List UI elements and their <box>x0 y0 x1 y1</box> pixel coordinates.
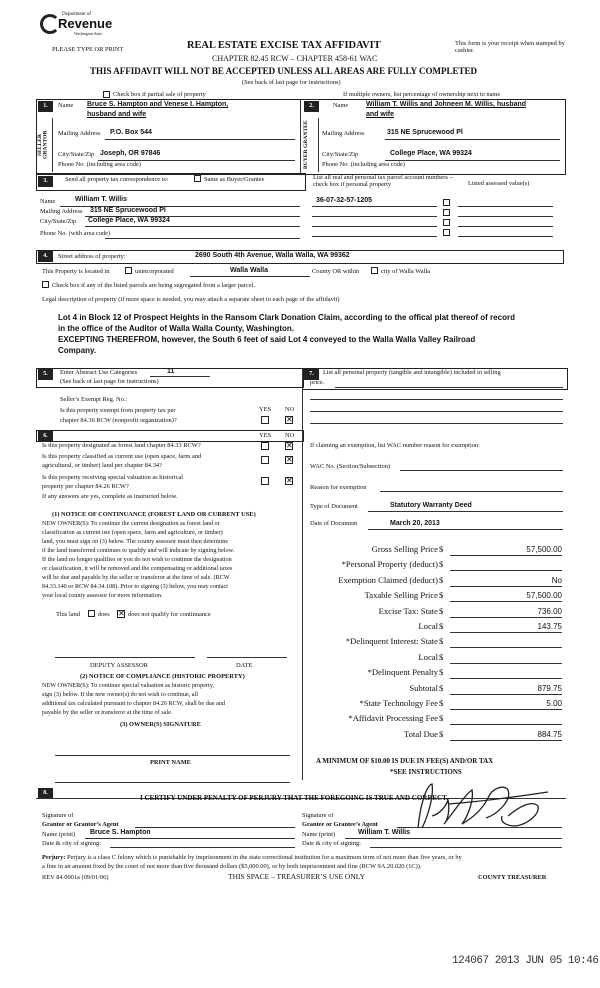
fee-underline <box>450 663 562 664</box>
buyer-mail-label: Mailing Address <box>322 130 365 137</box>
reason-exemption-label: Reason for exemption <box>310 484 367 491</box>
yes-header-5: YES <box>259 406 272 413</box>
fee-currency: $ <box>439 621 444 631</box>
fee-underline <box>450 709 562 710</box>
grantor-sig-label: Signature of <box>42 812 74 819</box>
notice-line: sign (3) below. If the new owner(s) do not wish to continue, all <box>42 691 198 698</box>
seller-name-line2[interactable]: husband and wife <box>87 111 147 118</box>
grantee-signature <box>388 776 568 838</box>
fee-label: Subtotal <box>409 682 438 693</box>
doc-date-label: Date of Document <box>310 520 358 527</box>
street-address[interactable]: 2690 South 4th Avenue, Walla Walla, WA 99362 <box>195 252 350 259</box>
fee-label: Excise Tax: State <box>378 605 438 616</box>
unincorporated-label: unincorporated <box>135 268 174 275</box>
grantor-agent-label: Grantor or Grantor’s Agent <box>42 821 119 828</box>
tax-city-label: City/State/Zip <box>40 218 77 225</box>
parcel-number[interactable]: 36-07-32-57-1205 <box>316 197 373 204</box>
fee-currency: $ <box>439 728 444 739</box>
grantee-sig-label: Signature of <box>302 812 334 819</box>
notice-1-title: (1) NOTICE OF CONTINUANCE (FOREST LAND OR CURRENT USE) <box>52 511 256 518</box>
notice-line: classification as current use (open space, farm and agriculture, or timber) <box>42 529 223 536</box>
located-in-label: This Property is located in <box>42 268 110 275</box>
legal-desc-line2[interactable]: in the office of the Auditor of Walla Walla County, Washington. <box>58 324 294 333</box>
fee-value[interactable]: 5.00 <box>546 699 562 708</box>
current-use-question-1: Is this property classified as current use (open space, farm and <box>42 453 202 460</box>
fee-underline <box>450 678 562 679</box>
fee-underline <box>450 586 562 587</box>
exempt-yes-checkbox[interactable] <box>261 416 269 424</box>
section-2-number: 2. <box>304 101 319 112</box>
no-header-5: NO <box>285 406 295 413</box>
historic-yes-checkbox[interactable] <box>261 477 269 485</box>
county-treasurer-label: COUNTY TREASURER <box>478 874 547 881</box>
form-title: REAL ESTATE EXCISE TAX AFFIDAVIT <box>187 40 381 51</box>
no-header-6: NO <box>285 432 295 439</box>
send-correspondence-label: Send all property tax correspondence to: <box>65 176 169 183</box>
buyer-name-label: Name <box>333 102 349 109</box>
seller-name-label: Name <box>58 102 74 109</box>
fee-value[interactable]: 57,500.00 <box>526 591 562 601</box>
seller-mail[interactable]: P.O. Box 544 <box>110 129 152 136</box>
buyer-city-label: City/State/Zip <box>322 151 359 158</box>
personal-property-label: List all personal property (tangible and intangible) included in selling <box>323 369 501 376</box>
notice-line: If the land no longer qualifies or you do not wish to continue the designation <box>42 556 232 563</box>
notice-line: NEW OWNER(S): To continue special valuation as historic property, <box>42 682 214 689</box>
fee-currency: $ <box>439 605 444 616</box>
form-chapter: CHAPTER 82.45 RCW – CHAPTER 458-61 WAC <box>212 54 378 63</box>
same-as-buyer-label: Same as Buyer/Grantee <box>204 176 265 183</box>
price-label: price. <box>310 379 325 386</box>
fee-label: *Personal Property (deduct) <box>341 559 438 570</box>
notice-line: or classification, it will be removed and the compensating or additional taxes <box>42 565 233 572</box>
notice-line: additional tax calculated pursuant to chapter 84.26 RCW, shall be due and <box>42 700 226 707</box>
section-6-number: 6. <box>38 431 53 442</box>
fee-currency: $ <box>439 559 444 570</box>
fee-label: *Delinquent Penalty <box>367 667 438 678</box>
notice-line: NEW OWNER(S): To continue the current designation as forest land or <box>42 520 220 527</box>
forest-no-checkbox[interactable]: ✕ <box>286 441 293 450</box>
does-not-qualify-checkbox[interactable]: ✕ <box>118 609 125 618</box>
notice-line: if the land transferred continues to qualify and will indicate by signing below. <box>42 547 235 554</box>
tax-mail[interactable]: 315 NE Sprucewood Pl <box>90 207 166 214</box>
legal-desc-line4[interactable]: Company. <box>58 346 97 355</box>
county-or-label: County OR within <box>312 268 360 275</box>
fee-currency: $ <box>439 713 444 724</box>
segregated-checkbox[interactable] <box>42 281 49 288</box>
doc-type-label: Type of Document <box>310 503 358 510</box>
fee-currency: $ <box>439 590 444 601</box>
logo-sub: Washington State <box>74 31 103 36</box>
minimum-due-note: A MINIMUM OF $10.00 IS DUE IN FEE(S) AND/OR TAX <box>316 757 494 765</box>
seller-phone-label: Phone No. (including area code) <box>58 161 141 168</box>
notice-line: land, you must sign on (3) below. The county assessor must then determine <box>42 538 229 545</box>
fee-currency: $ <box>439 651 444 662</box>
partial-sale-label: Check box if partial sale of property <box>113 91 206 98</box>
section-3-number: 3. <box>38 176 53 187</box>
parcel-list-label: List all real and personal tax parcel account numbers – check box if personal property <box>313 174 453 189</box>
tax-name[interactable]: William T. Willis <box>75 196 127 203</box>
see-back-note: (See back of last page for instructions) <box>242 79 341 86</box>
fee-underline <box>450 632 562 633</box>
receipt-note: This form is your receipt when stamped by cashier. <box>455 40 565 55</box>
notice-2-title: (2) NOTICE OF COMPLIANCE (HISTORIC PROPERTY) <box>80 673 245 680</box>
print-name-label: PRINT NAME <box>150 759 191 766</box>
legal-desc-line1[interactable]: Lot 4 in Block 12 of Prospect Heights in the Ransom Clark Donation Claim, according to the offical plat thereof of record <box>58 313 515 322</box>
forest-land-question: Is this property designated as forest land chapter 84.33 RCW? <box>42 442 201 449</box>
grantee-print-name[interactable]: William T. Willis <box>358 829 410 836</box>
does-qualify-checkbox[interactable] <box>88 610 95 617</box>
fee-value[interactable]: 143.75 <box>537 622 562 631</box>
date-label: DATE <box>236 662 253 669</box>
revision-number: REV 84 0001a (09/01/06) <box>42 874 109 881</box>
legal-desc-line3[interactable]: EXCEPTING THEREFROM, however, the South 6 feet of said Lot 4 conveyed to the Walla Walla Valley Railroad <box>58 335 476 344</box>
logo-mark-icon <box>40 14 60 34</box>
exempt-no-checkbox[interactable]: ✕ <box>286 415 293 424</box>
buyer-city[interactable]: College Place, WA 99324 <box>390 150 472 157</box>
notice-line: payable by the seller or transferor at the time of sale. <box>42 709 173 716</box>
fee-label: Total Due <box>403 728 438 739</box>
notice-line: will be due and payable by the seller or transferor at the time of sale. (RCW <box>42 574 230 581</box>
fee-underline <box>450 617 562 618</box>
buyer-name-line2[interactable]: and wife <box>366 111 395 118</box>
buyer-phone-label: Phone No. (including area code) <box>322 161 405 168</box>
fee-value[interactable]: 879.75 <box>537 683 562 693</box>
doc-date[interactable]: March 20, 2013 <box>390 520 440 527</box>
grantee-name-label: Name (print) <box>302 831 336 838</box>
see-instructions-note: *SEE INSTRUCTIONS <box>390 768 462 776</box>
perjury-notice-2: a fine in an amount fixed by the court of not more than five thousand dollars ($5,000.00), or by both imprisonment and fine (RCW 9A.20.020 (1C)). <box>42 863 422 870</box>
grantee-date-label: Date & city of signing: <box>302 840 361 847</box>
parcel-1-checkbox[interactable] <box>443 199 450 206</box>
tax-mail-label: Mailing Address <box>40 208 83 215</box>
tax-phone-label: Phone No. (with area code) <box>40 230 111 237</box>
tax-name-label: Name <box>40 198 56 205</box>
fee-label: *Affidavit Processing Fee <box>348 713 438 724</box>
type-print-note: PLEASE TYPE OR PRINT <box>52 46 124 53</box>
owner-signature-label: (3) OWNER(S) SIGNATURE <box>120 721 201 728</box>
fee-label: Local <box>418 651 438 662</box>
grantor-date-label: Date & city of signing: <box>42 840 101 847</box>
fee-underline <box>450 601 562 602</box>
forest-yes-checkbox[interactable] <box>261 442 269 450</box>
exempt-reg-label: Seller’s Exempt Reg. No.: <box>60 396 128 403</box>
fee-label: Exemption Claimed (deduct) <box>338 574 438 585</box>
abstract-use-value[interactable]: 11 <box>167 368 175 375</box>
fee-value[interactable]: No <box>551 575 562 585</box>
fee-label: Local <box>418 621 438 631</box>
city-checkbox[interactable] <box>371 267 378 274</box>
current-use-no-checkbox[interactable]: ✕ <box>286 455 293 464</box>
tax-city[interactable]: College Place, WA 99324 <box>88 217 170 224</box>
multiple-owners-note: If multiple owners, list percentage of ownership next to name <box>343 91 501 98</box>
dor-logo <box>40 10 113 40</box>
fee-value[interactable]: 57,500.00 <box>526 545 562 554</box>
current-use-yes-checkbox[interactable] <box>261 456 269 464</box>
doc-type[interactable]: Statutory Warranty Deed <box>390 502 472 509</box>
exempt-q-line2: chapter 84.36 RCW (nonprofit organization)? <box>60 417 177 424</box>
grantee-agent-label: Grantee or Grantee’s Agent <box>302 821 378 828</box>
wac-number-label: WAC No. (Section/Subsection) <box>310 463 391 470</box>
historic-no-checkbox[interactable]: ✕ <box>286 476 293 485</box>
seller-city-label: City/State/Zip <box>58 151 95 158</box>
logo-big: Revenue <box>58 16 113 31</box>
buyer-name-line1[interactable]: William T. Willis and Johneen M. Willis, husband <box>366 101 527 108</box>
grantor-print-name[interactable]: Bruce S. Hampton <box>90 829 151 836</box>
fee-label: *State Technology Fee <box>359 698 438 708</box>
certify-statement: I CERTIFY UNDER PENALTY OF PERJURY THAT THE FOREGOING IS TRUE AND CORRECT. <box>140 794 449 802</box>
treasurer-stamp: 124067 2013 JUN 05 10:46 <box>452 955 599 967</box>
fee-currency: $ <box>439 636 444 647</box>
yes-header-6: YES <box>259 432 272 439</box>
unincorporated-checkbox[interactable] <box>125 267 132 274</box>
wac-exemption-label: If claiming an exemption, list WAC number reason for exemption: <box>310 442 480 449</box>
fee-value[interactable]: 736.00 <box>537 606 562 616</box>
sec5-see-back: (See back of last page for instructions) <box>60 378 159 385</box>
section-4-number: 4. <box>38 251 53 262</box>
fee-label: Gross Selling Price <box>371 544 438 554</box>
fee-underline <box>450 647 562 648</box>
parcel-4-checkbox[interactable] <box>443 229 450 236</box>
partial-sale-checkbox[interactable] <box>103 91 110 98</box>
fee-currency: $ <box>439 698 444 708</box>
form-warning: THIS AFFIDAVIT WILL NOT BE ACCEPTED UNLESS ALL AREAS ARE FULLY COMPLETED <box>90 66 478 76</box>
city-of-label: city of Walla Walla <box>381 268 430 275</box>
seller-name-line1[interactable]: Bruce S. Hampton and Venese I. Hampton, <box>87 101 229 108</box>
fee-currency: $ <box>439 667 444 678</box>
fee-underline <box>450 555 562 556</box>
fee-underline <box>450 570 562 571</box>
section-1-number: 1. <box>38 101 53 112</box>
section-7-number: 7. <box>304 369 319 380</box>
deputy-assessor-label: DEPUTY ASSESSOR <box>90 662 148 669</box>
county-name[interactable]: Walla Walla <box>230 267 268 274</box>
fee-currency: $ <box>439 682 444 693</box>
notice-line: your local county assessor for more information. <box>42 592 163 599</box>
abstract-use-label: Enter Abstract Use Categories <box>60 369 138 376</box>
legal-desc-label: Legal description of property (if more space is needed, you may attach a separate sheet to each page of the affidavit) <box>42 296 340 303</box>
seller-grantor-label: SELLER GRANTOR <box>37 130 49 160</box>
same-as-buyer-checkbox[interactable] <box>194 175 201 182</box>
perjury-notice: Perjury: Perjury is a class C felony which is punishable by imprisonment in the state correctional institution for a maximum term of not more than five years, or by <box>42 854 462 861</box>
land-label: This land <box>56 611 80 618</box>
historic-question-1: Is this property receiving special valuation as historical <box>42 474 184 481</box>
assessed-value-label: Listed assessed value(s) <box>468 180 530 187</box>
notice-line: 84.33.140 or RCW 84.34.108). Prior to signing (3) below, you may contact <box>42 583 228 590</box>
section-8-number: 8. <box>38 788 53 799</box>
fee-underline <box>450 740 562 741</box>
seller-city[interactable]: Joseph, OR 97846 <box>100 150 161 157</box>
yes-instructions: If any answers are yes, complete as instructed below. <box>42 493 178 500</box>
segregated-label: Check box if any of the listed parcels are being segregated from a larger parcel. <box>52 282 256 289</box>
does-not-label: does not qualify for continuance <box>128 611 211 618</box>
fee-currency: $ <box>439 574 444 585</box>
parcel-2-checkbox[interactable] <box>443 209 450 216</box>
parcel-3-checkbox[interactable] <box>443 219 450 226</box>
grantor-name-label: Name (print) <box>42 831 76 838</box>
fee-table <box>302 544 570 764</box>
current-use-question-2: agricultural, or timber) land per chapter 84.34? <box>42 462 162 469</box>
fee-currency: $ <box>439 544 444 554</box>
buyer-grantee-label: BUYER GRANTEE <box>303 120 309 170</box>
fee-label: Taxable Selling Price <box>364 590 438 601</box>
buyer-mail[interactable]: 315 NE Sprucewood Pl <box>387 129 463 136</box>
section-5-number: 5. <box>38 369 53 380</box>
logo-small: Department of <box>62 12 92 17</box>
seller-mail-label: Mailing Address <box>58 130 101 137</box>
treasurer-space: THIS SPACE – TREASURER’S USE ONLY <box>228 872 365 881</box>
fee-underline <box>450 724 562 725</box>
exempt-q-line1: Is this property exempt from property tax per <box>60 407 176 414</box>
historic-question-2: property per chapter 84.26 RCW? <box>42 483 129 490</box>
fee-underline <box>450 694 562 695</box>
fee-label: *Delinquent Interest: State <box>345 636 438 647</box>
street-address-label: Street address of property: <box>58 253 126 260</box>
does-label: does <box>98 611 110 618</box>
fee-value[interactable]: 884.75 <box>537 729 562 739</box>
